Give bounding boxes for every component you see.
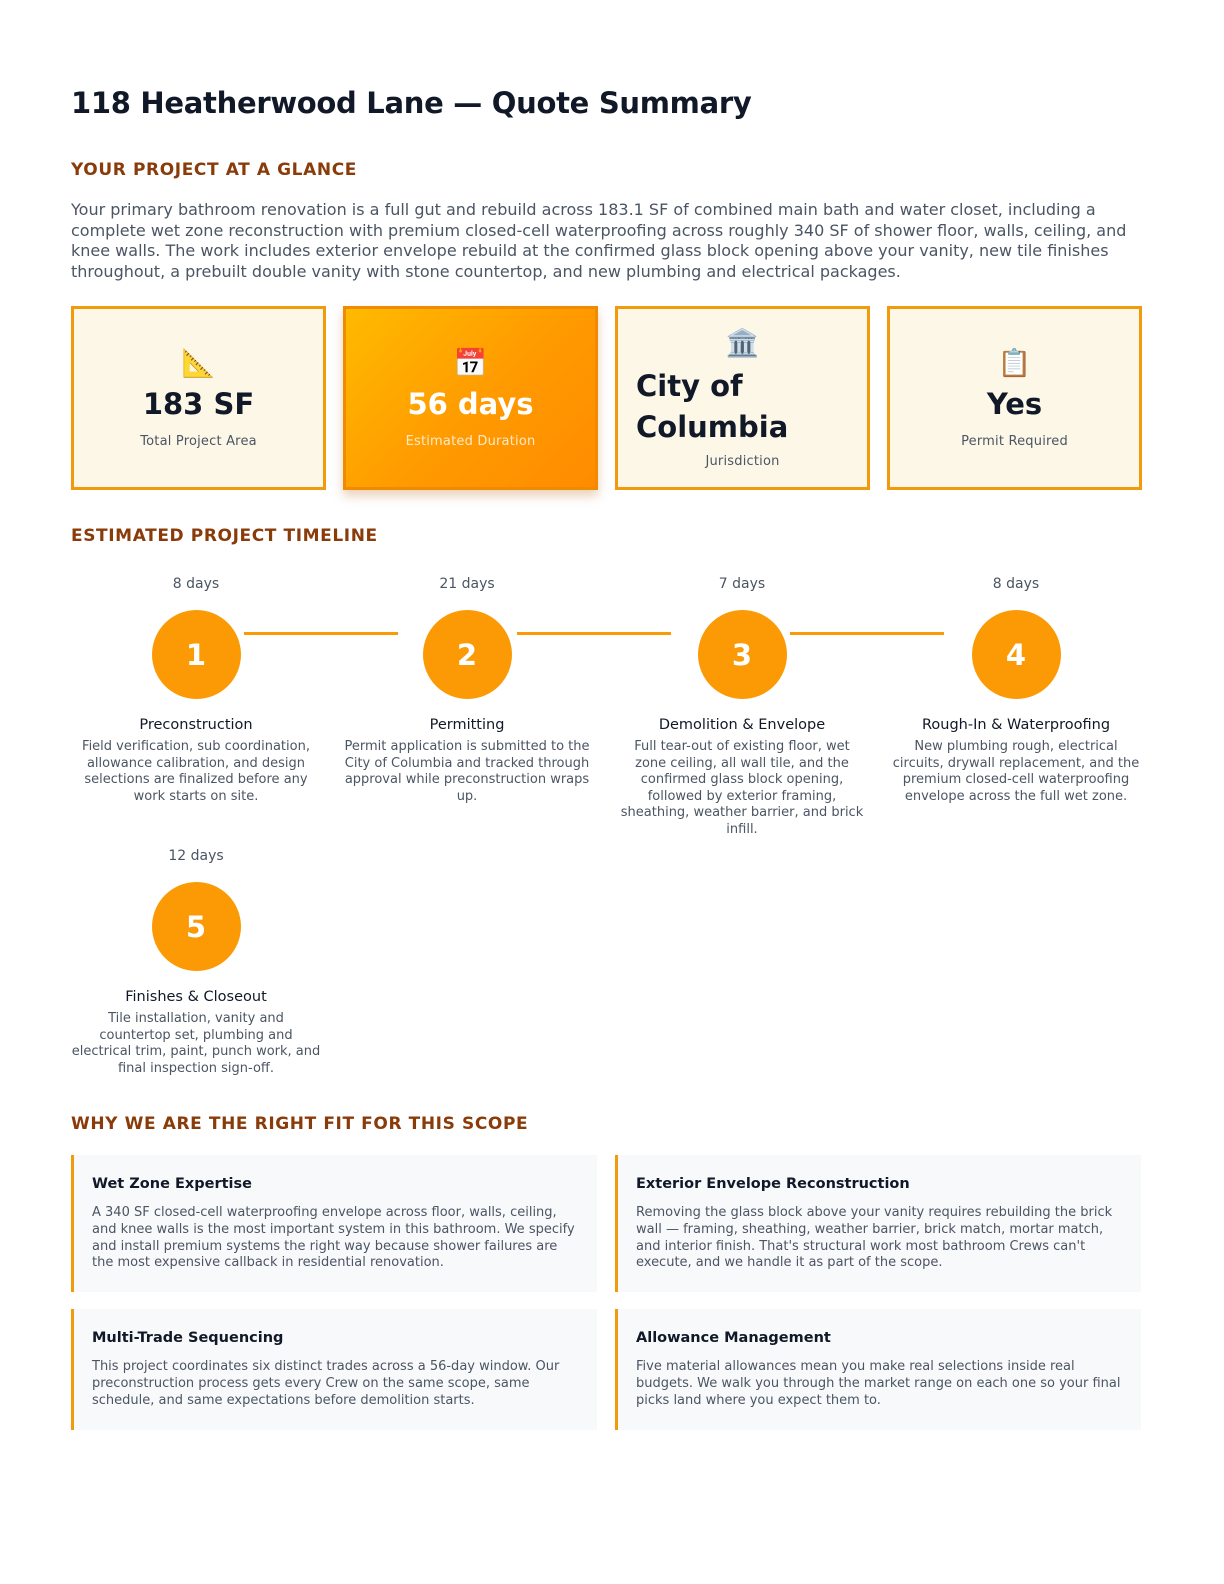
stat-card-jurisdiction <box>615 306 870 490</box>
step-duration: 8 days <box>172 576 220 592</box>
step-duration: 21 days <box>439 576 495 592</box>
clipboard-icon: 📋 <box>997 347 1032 379</box>
stat-label: Estimated Duration <box>405 433 536 449</box>
step-name: Rough-In & Waterproofing <box>921 717 1111 733</box>
timeline-step <box>344 574 590 805</box>
stat-card-duration <box>343 306 598 490</box>
stat-card-area <box>71 306 326 490</box>
page-title: 118 Heatherwood Lane — Quote Summary <box>71 86 752 120</box>
step-description: New plumbing rough, electrical circuits, drywall replacement, and the premium closed-cell waterproofing envelope across the full wet zone. <box>892 739 1140 804</box>
stat-value: 56 days <box>407 386 534 421</box>
why-card-text: Removing the glass block above your vanity requires rebuilding the brick wall — framing, sheathing, weather barrier, brick match, mortar match, and interior finish. That's structural work most bathroom Crews can't execute, and we handle it as part of the scope. <box>636 1205 1113 1271</box>
why-card-text: Five material allowances mean you make real selections inside real budgets. We walk you through the market range on each one so your final picks land where you expect them to. <box>636 1359 1121 1408</box>
classical-building-icon: 🏛️ <box>725 327 760 359</box>
stat-label: Permit Required <box>961 433 1068 449</box>
project-intro: Your primary bathroom renovation is a full gut and rebuild across 183.1 SF of combined main bath and water closet, including a complete wet zone reconstruction with premium closed-cell waterproofing across roughly 340 SF of shower floor, walls, ceiling, and knee walls. The work includes exterior envelope rebuild at the confirmed glass block opening above your vanity, new tile finishes throughout, a prebuilt double vanity with stone countertop, and new plumbing and electrical packages. <box>71 200 1127 281</box>
calendar-icon: 📅 <box>453 347 488 379</box>
step-name: Permitting <box>429 717 505 733</box>
stat-value: 183 SF <box>142 386 255 421</box>
why-card-title: Multi-Trade Sequencing <box>92 1330 284 1346</box>
step-duration: 8 days <box>992 576 1040 592</box>
why-card-text: This project coordinates six distinct trades across a 56-day window. Our preconstruction process gets every Crew on the same scope, same schedule, and same expectations before demolition starts. <box>92 1359 560 1408</box>
step-description: Field verification, sub coordination, allowance calibration, and design selections are finalized before any work starts on site. <box>82 739 310 804</box>
stat-value: City of Columbia <box>636 368 789 444</box>
stat-card-permit <box>887 306 1142 490</box>
glance-heading: YOUR PROJECT AT A GLANCE <box>71 160 357 180</box>
why-card-envelope <box>615 1155 1141 1292</box>
stat-cards <box>71 306 1141 490</box>
step-description: Permit application is submitted to the City of Columbia and tracked through approval while preconstruction wraps up. <box>344 739 590 804</box>
timeline-step <box>617 574 867 839</box>
step-number: 4 <box>972 610 1061 699</box>
step-description: Full tear-out of existing floor, wet zone ceiling, all wall tile, and the confirmed glass block opening, followed by exterior framing, sheathing, weather barrier, and brick infill. <box>620 739 864 837</box>
timeline-step <box>71 574 321 805</box>
step-number: 1 <box>152 610 241 699</box>
why-card-title: Exterior Envelope Reconstruction <box>636 1176 910 1192</box>
step-duration: 7 days <box>718 576 766 592</box>
why-card-title: Wet Zone Expertise <box>92 1176 252 1192</box>
why-card-sequencing <box>71 1309 597 1430</box>
step-number: 5 <box>152 882 241 971</box>
timeline-step <box>890 574 1142 805</box>
step-duration: 12 days <box>168 848 224 864</box>
why-card-allowance <box>615 1309 1141 1430</box>
why-card-title: Allowance Management <box>636 1330 831 1346</box>
stat-label: Jurisdiction <box>705 453 780 469</box>
step-name: Demolition & Envelope <box>658 717 826 733</box>
timeline-heading: ESTIMATED PROJECT TIMELINE <box>71 526 378 546</box>
why-card-text: A 340 SF closed-cell waterproofing envelope across floor, walls, ceiling, and knee walls is the most important system in this bathroom. We specify and install premium systems the right way because shower failures are the most expensive callback in residential renovation. <box>92 1205 575 1271</box>
why-card-wet-zone <box>71 1155 597 1292</box>
step-name: Finishes & Closeout <box>125 989 267 1005</box>
triangular-ruler-icon: 📐 <box>181 347 216 379</box>
step-number: 2 <box>423 610 512 699</box>
step-number: 3 <box>698 610 787 699</box>
step-description: Tile installation, vanity and countertop set, plumbing and electrical trim, paint, punch work, and final inspection sign-off. <box>71 1011 321 1076</box>
stat-value: Yes <box>986 386 1043 421</box>
step-name: Preconstruction <box>139 717 253 733</box>
stat-label: Total Project Area <box>140 433 257 449</box>
timeline-step <box>71 846 321 1077</box>
why-heading: WHY WE ARE THE RIGHT FIT FOR THIS SCOPE <box>71 1114 529 1134</box>
